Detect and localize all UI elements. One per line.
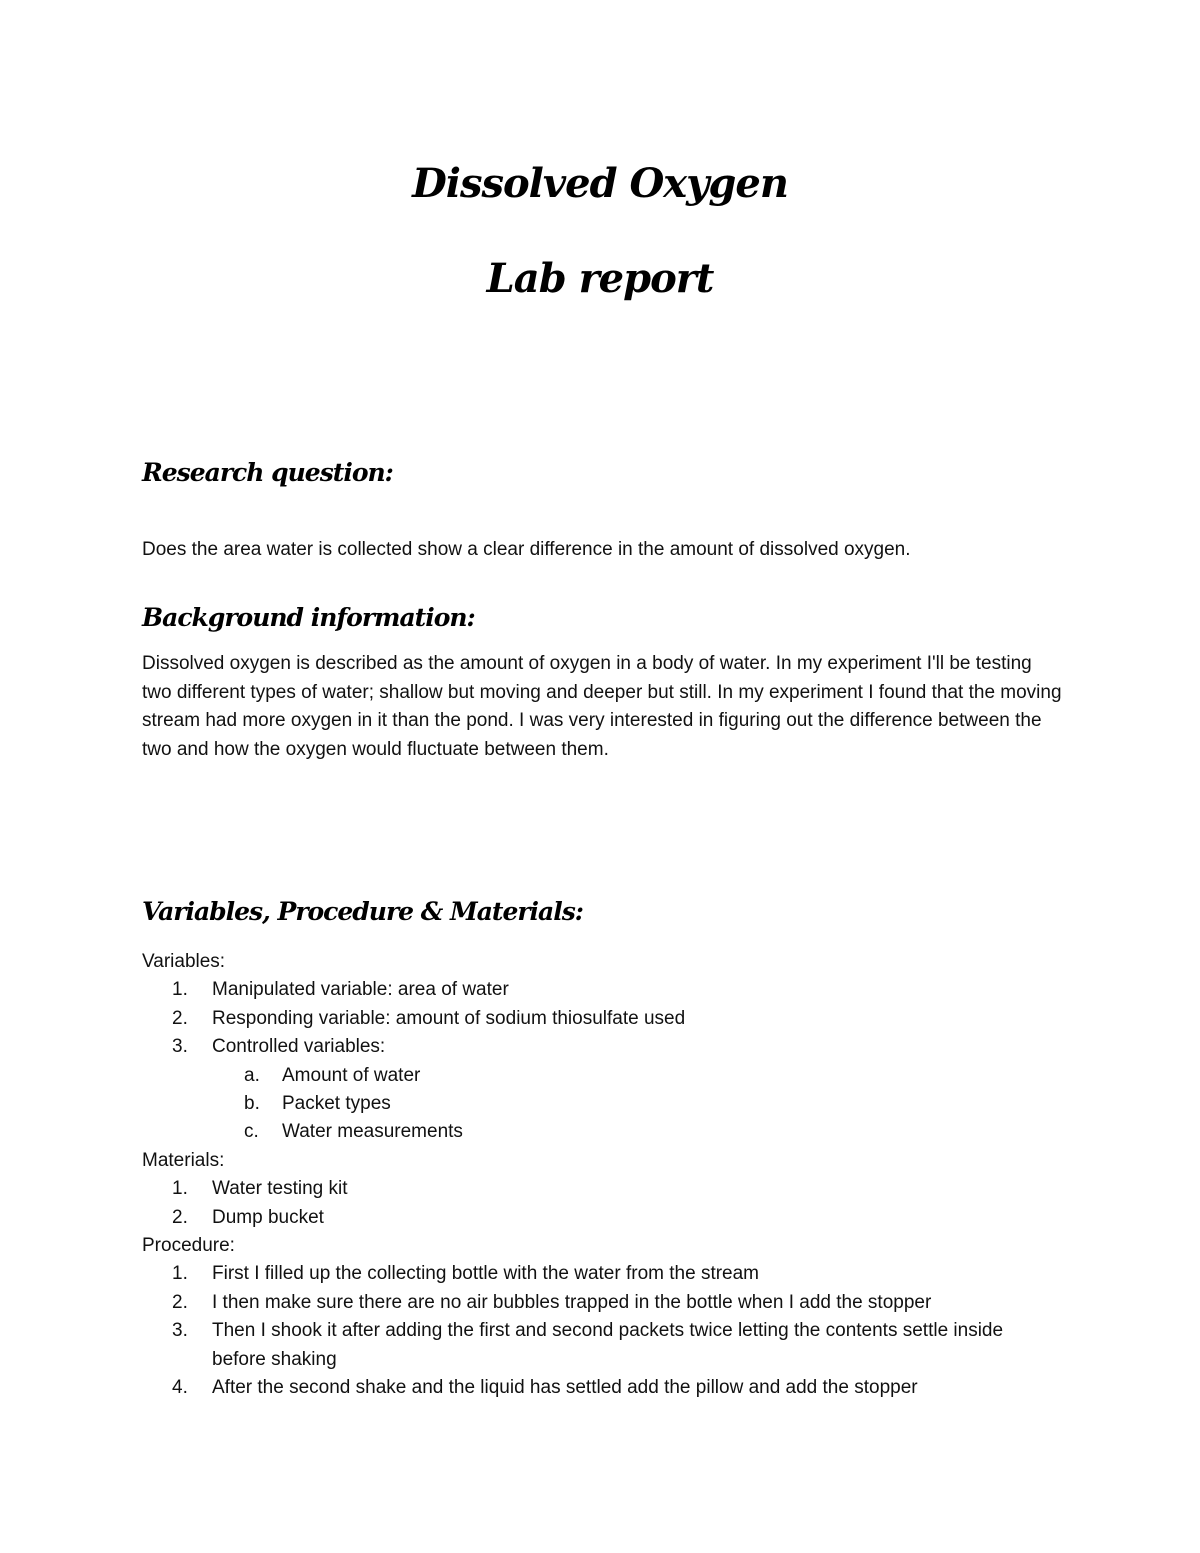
list-number: 3. [172, 1036, 188, 1058]
procedure-list [142, 1260, 1072, 1402]
list-letter: a. [244, 1064, 260, 1086]
list-number: 4. [172, 1377, 188, 1399]
list-item [142, 1033, 1072, 1061]
list-text: First I filled up the collecting bottle with the water from the stream [212, 1263, 760, 1285]
methods-heading: Variables, Procedure & Materials: [142, 897, 584, 926]
list-text: Water testing kit [212, 1178, 348, 1200]
list-number: 2. [172, 1206, 188, 1228]
list-text: Water measurements [282, 1121, 463, 1143]
variables-list [142, 976, 1072, 1061]
list-number: 2. [172, 1007, 188, 1029]
background-text: Dissolved oxygen is described as the amount of oxygen in a body of water. In my experiment I'll be testing two different types of water; shallow but moving and deeper but still. In my experiment I found that the moving stream had more oxygen in it than the pond. I was very interested in figuring out the difference between the two and how the oxygen would fluctuate between them. [142, 653, 1062, 760]
background-heading: Background information: [142, 603, 475, 632]
controlled-variables-list [142, 1062, 1072, 1147]
list-item [142, 1289, 1072, 1317]
methods-section [142, 948, 1072, 1403]
list-number: 2. [172, 1291, 188, 1313]
list-text: I then make sure there are no air bubbles trapped in the bottle when I add the stopper [212, 1291, 932, 1313]
list-item [142, 1118, 1072, 1146]
list-text: After the second shake and the liquid has settled add the pillow and add the stopper [212, 1377, 918, 1399]
list-item [142, 1260, 1072, 1288]
list-item [142, 1204, 1072, 1232]
list-text: Amount of water [282, 1064, 421, 1086]
research-question-text: Does the area water is collected show a clear difference in the amount of dissolved oxygen. [142, 539, 911, 560]
procedure-label: Procedure: [142, 1235, 235, 1257]
list-text: Packet types [282, 1093, 391, 1115]
list-letter: b. [244, 1093, 260, 1115]
list-number: 1. [172, 1178, 188, 1200]
list-text: Responding variable: amount of sodium thiosulfate used [212, 1007, 686, 1029]
document-subtitle: Lab report [486, 255, 714, 302]
list-text: Dump bucket [212, 1206, 324, 1228]
materials-label: Materials: [142, 1149, 225, 1171]
list-item [142, 1005, 1072, 1033]
variables-label: Variables: [142, 951, 226, 972]
list-number: 3. [172, 1320, 188, 1342]
list-number: 1. [172, 979, 188, 1001]
research-question-heading: Research question: [142, 458, 393, 487]
list-number: 1. [172, 1263, 188, 1285]
list-text: Controlled variables: [212, 1036, 386, 1058]
list-item [142, 976, 1072, 1004]
document-title: Dissolved Oxygen [412, 160, 788, 207]
list-item [142, 1175, 1072, 1203]
list-text: Then I shook it after adding the first and second packets twice letting the contents settle inside before shaking [212, 1320, 1004, 1370]
list-letter: c. [244, 1121, 259, 1143]
list-item [142, 1062, 1072, 1090]
list-item [142, 1090, 1072, 1118]
list-item [142, 1374, 1072, 1402]
materials-list [142, 1175, 1072, 1232]
list-text: Manipulated variable: area of water [212, 979, 509, 1001]
list-item [142, 1317, 1072, 1374]
